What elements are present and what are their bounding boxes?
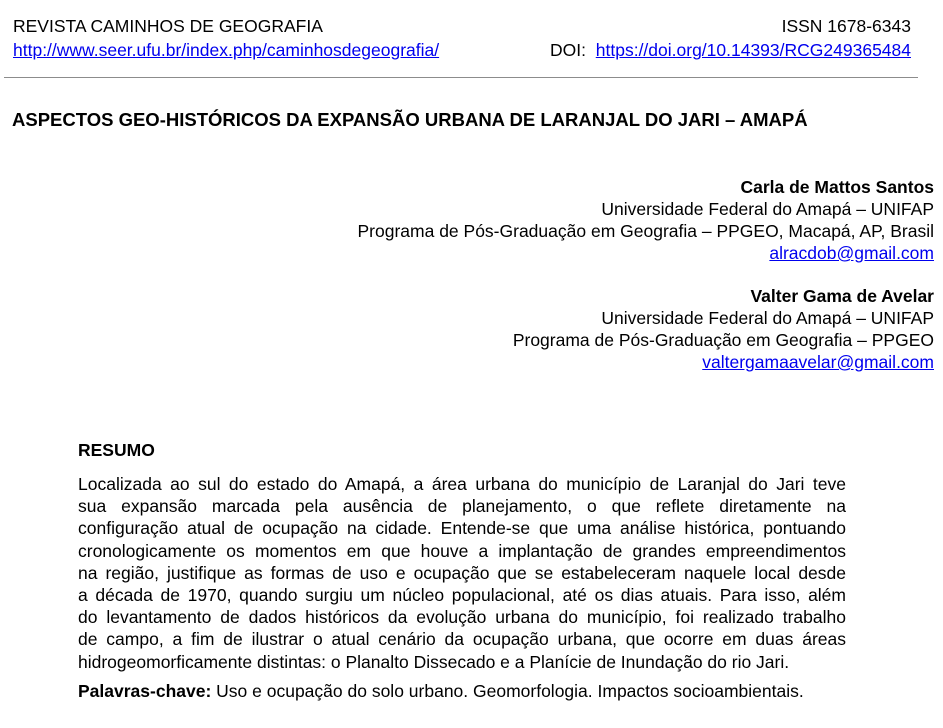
keywords-text: Uso e ocupação do solo urbano. Geomorfologia. Impactos socioambientais. [211, 681, 804, 701]
author-name: Valter Gama de Avelar [750, 286, 934, 306]
doi-line [550, 40, 911, 60]
author-block [513, 285, 934, 373]
abstract-line: cronologicamente os momentos em que houve a implantação de grandes empreendimentos [78, 540, 846, 561]
doi-label: DOI: [550, 40, 587, 60]
author-affiliation: Universidade Federal do Amapá – UNIFAP [601, 308, 934, 328]
author-email-link[interactable]: valtergamaavelar@gmail.com [702, 352, 934, 372]
author-program: Programa de Pós-Graduação em Geografia – PPGEO [512, 330, 934, 350]
article-title: ASPECTOS GEO-HISTÓRICOS DA EXPANSÃO URBANA DE LARANJAL DO JARI – AMAPÁ [12, 109, 808, 130]
author-name: Carla de Mattos Santos [740, 177, 934, 197]
author-block [358, 176, 935, 264]
author-program: Programa de Pós-Graduação em Geografia – PPGEO, Macapá, AP, Brasil [357, 221, 934, 241]
abstract-body [78, 473, 846, 673]
header-divider [4, 77, 918, 78]
doi-link[interactable]: https://doi.org/10.14393/RCG249365484 [595, 40, 911, 60]
keywords-label: Palavras-chave: [78, 681, 212, 701]
author-affiliation: Universidade Federal do Amapá – UNIFAP [601, 199, 934, 219]
abstract-heading: RESUMO [78, 440, 155, 460]
journal-name: REVISTA CAMINHOS DE GEOGRAFIA [13, 16, 323, 36]
abstract-line: configuração atual de ocupação na cidade. Entende-se que uma análise histórica, pontuando [78, 518, 846, 539]
abstract-line: na região, justifique as formas de uso e ocupação que se estabeleceram naquele local desde [78, 562, 846, 583]
journal-url-link[interactable]: http://www.seer.ufu.br/index.php/caminhosdegeografia/ [13, 40, 440, 60]
abstract-line: do levantamento de dados históricos da evolução urbana do município, foi realizado trabalho [78, 607, 846, 628]
keywords-line [78, 680, 804, 702]
issn: ISSN 1678-6343 [781, 16, 911, 36]
abstract-line: a década de 1970, quando surgiu um núcleo populacional, até os dias atuais. Para isso, além [78, 585, 846, 606]
abstract-line: hidrogeomorficamente distintas: o Planalto Dissecado e a Planície de Inundação do rio Jari. [78, 651, 790, 672]
abstract-line: de campo, a fim de ilustrar o atual cenário da ocupação urbana, que ocorre em duas áreas [78, 629, 846, 650]
author-email-link[interactable]: alracdob@gmail.com [769, 243, 934, 263]
abstract-line: Localizada ao sul do estado do Amapá, a área urbana do município de Laranjal do Jari teve [78, 474, 846, 494]
abstract-line: sua expansão marcada pela ausência de planejamento, o que reflete diretamente na [78, 496, 846, 517]
